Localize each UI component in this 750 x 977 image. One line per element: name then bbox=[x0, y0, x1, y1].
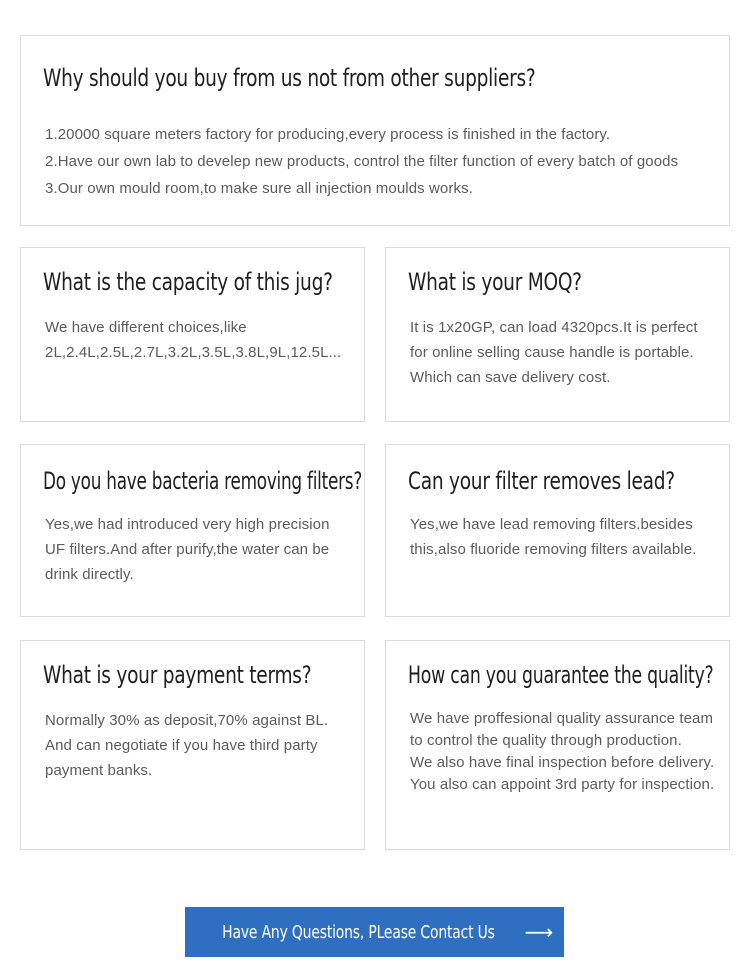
faq-answer-line: You also can appoint 3rd party for inspection. bbox=[410, 776, 715, 793]
faq-answer-line: this,also fluoride removing filters available. bbox=[410, 541, 697, 558]
faq-answer-line: We also have final inspection before delivery. bbox=[410, 754, 715, 771]
faq-answer bbox=[410, 708, 714, 796]
faq-answer-line: Yes,we have lead removing filters.besides bbox=[410, 516, 693, 533]
faq-answer bbox=[45, 708, 328, 783]
faq-answer bbox=[45, 315, 341, 365]
faq-answer-line: Which can save delivery cost. bbox=[410, 369, 611, 386]
faq-answer-line: Yes,we had introduced very high precision bbox=[45, 516, 330, 533]
faq-answer-line: to control the quality through production. bbox=[410, 732, 682, 749]
faq-card-moq bbox=[385, 247, 730, 422]
faq-card-payment-terms bbox=[20, 640, 365, 850]
faq-card-lead-removal bbox=[385, 444, 730, 617]
faq-answer-line: 2L,2.4L,2.5L,2.7L,3.2L,3.5L,3.8L,9L,12.5L... bbox=[45, 344, 342, 361]
faq-question: What is your MOQ? bbox=[408, 268, 582, 296]
faq-answer-line: 3.Our own mould room,to make sure all injection moulds works. bbox=[45, 180, 473, 197]
faq-answer bbox=[410, 315, 698, 390]
faq-question: How can you guarantee the quality? bbox=[408, 661, 714, 689]
faq-answer-line: And can negotiate if you have third party bbox=[45, 737, 318, 754]
faq-question: What is your payment terms? bbox=[43, 661, 312, 689]
faq-answer-line: It is 1x20GP, can load 4320pcs.It is perfect bbox=[410, 319, 698, 336]
faq-card-quality-guarantee bbox=[385, 640, 730, 850]
faq-question: What is the capacity of this jug? bbox=[43, 268, 333, 296]
faq-answer-line: 1.20000 square meters factory for producing,every process is finished in the factory. bbox=[45, 126, 611, 143]
faq-card-why-buy bbox=[20, 35, 730, 226]
faq-answer-line: We have different choices,like bbox=[45, 319, 247, 336]
faq-question: Can your filter removes lead? bbox=[408, 467, 675, 495]
faq-answer-line: Normally 30% as deposit,70% against BL. bbox=[45, 712, 329, 729]
faq-answer-line: drink directly. bbox=[45, 566, 134, 583]
contact-us-button-label: Have Any Questions, PLease Contact Us bbox=[221, 921, 495, 943]
contact-us-button[interactable] bbox=[185, 907, 564, 957]
faq-answer-line: 2.Have our own lab to develep new products, control the filter function of every batch of goods bbox=[45, 153, 679, 170]
faq-answer-line: UF filters.And after purify,the water can be bbox=[45, 541, 330, 558]
faq-card-capacity bbox=[20, 247, 365, 422]
faq-answer bbox=[410, 512, 696, 562]
faq-answer bbox=[45, 512, 330, 587]
faq-answer-line: payment banks. bbox=[45, 762, 153, 779]
faq-question: Why should you buy from us not from other suppliers? bbox=[43, 64, 536, 92]
faq-answer-line: We have proffesional quality assurance team bbox=[410, 710, 714, 727]
faq-card-bacteria-filters bbox=[20, 444, 365, 617]
faq-answer-line: for online selling cause handle is portable. bbox=[410, 344, 694, 361]
faq-question: Do you have bacteria removing filters? bbox=[43, 467, 363, 495]
arrow-right-icon: ⟶ bbox=[524, 920, 554, 944]
faq-answer bbox=[45, 121, 678, 202]
